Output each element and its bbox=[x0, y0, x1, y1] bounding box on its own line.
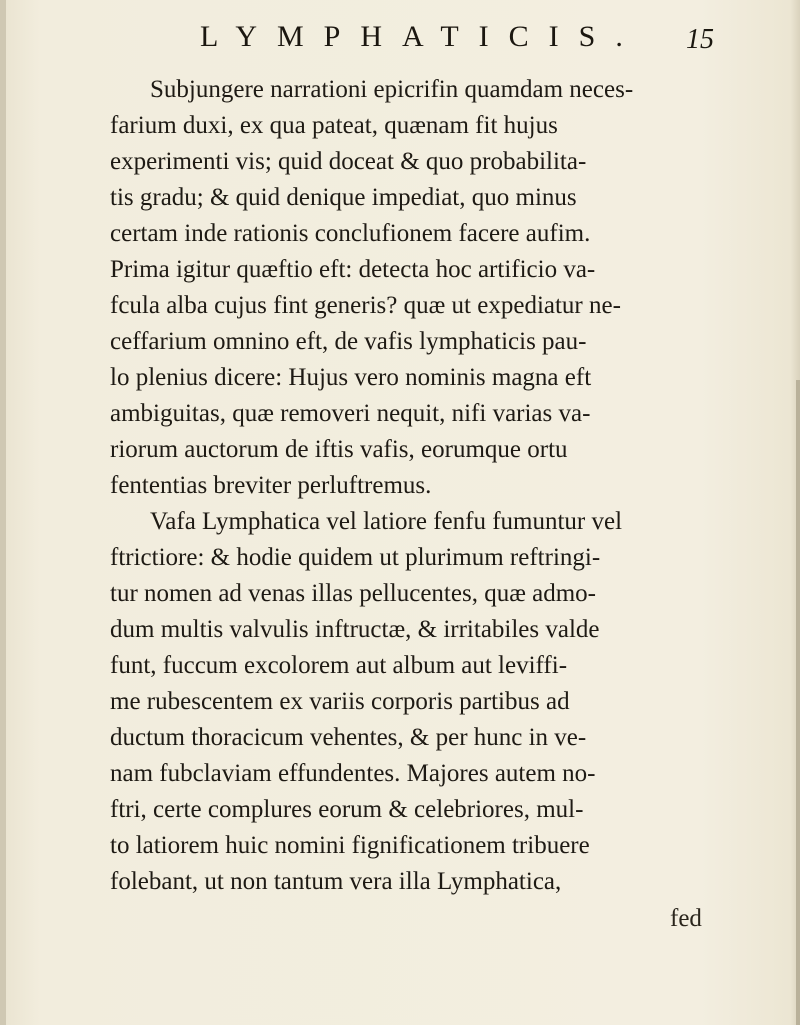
text-line: farium duxi, ex qua pateat, quænam fit hujus bbox=[110, 112, 558, 139]
catchword: fed bbox=[670, 905, 702, 932]
page-edge-left bbox=[0, 0, 6, 1025]
text-line: riorum auctorum de iftis vafis, eorumque ortu bbox=[110, 436, 568, 463]
text-line: tur nomen ad venas illas pellucentes, quæ admo- bbox=[110, 580, 596, 607]
text-line: tis gradu; & quid denique impediat, quo minus bbox=[110, 184, 577, 211]
text-line: ftrictiore: & hodie quidem ut plurimum reftringi- bbox=[110, 544, 601, 571]
text-line: fententias breviter perluftremus. bbox=[110, 472, 432, 499]
text-line: Subjungere narrationi epicrifin quamdam neces- bbox=[150, 76, 634, 103]
text-line: ftri, certe complures eorum & celebriores, mul- bbox=[110, 796, 584, 823]
page-number: 15 bbox=[686, 24, 714, 55]
text-line: me rubescentem ex variis corporis partibus ad bbox=[110, 688, 570, 715]
page-edge-right bbox=[796, 380, 800, 1025]
text-line: Vafa Lymphatica vel latiore fenfu fumuntur vel bbox=[150, 508, 623, 535]
text-line: nam fubclaviam effundentes. Majores autem no- bbox=[110, 760, 596, 787]
text-line: certam inde rationis conclufionem facere aufim. bbox=[110, 220, 591, 247]
text-line: ambiguitas, quæ removeri nequit, nifi varias va- bbox=[110, 400, 591, 427]
page-header bbox=[0, 14, 800, 58]
text-line: folebant, ut non tantum vera illa Lymphatica, bbox=[110, 868, 562, 895]
text-line: ductum thoracicum vehentes, & per hunc in ve- bbox=[110, 724, 587, 751]
text-line: Prima igitur quæftio eft: detecta hoc artificio va- bbox=[110, 256, 596, 283]
text-line: experimenti vis; quid doceat & quo probabilita- bbox=[110, 148, 587, 175]
running-head: LYMPHATICIS. bbox=[200, 20, 643, 53]
body-text bbox=[110, 72, 710, 1012]
text-line: funt, fuccum excolorem aut album aut leviffi- bbox=[110, 652, 568, 679]
text-line: ceffarium omnino eft, de vafis lymphaticis pau- bbox=[110, 328, 587, 355]
text-line: to latiorem huic nomini fignificationem tribuere bbox=[110, 832, 590, 859]
text-line: lo plenius dicere: Hujus vero nominis magna eft bbox=[110, 364, 592, 391]
text-line: dum multis valvulis inftructæ, & irritabiles valde bbox=[110, 616, 600, 643]
text-line: fcula alba cujus fint generis? quæ ut expediatur ne- bbox=[110, 292, 621, 319]
